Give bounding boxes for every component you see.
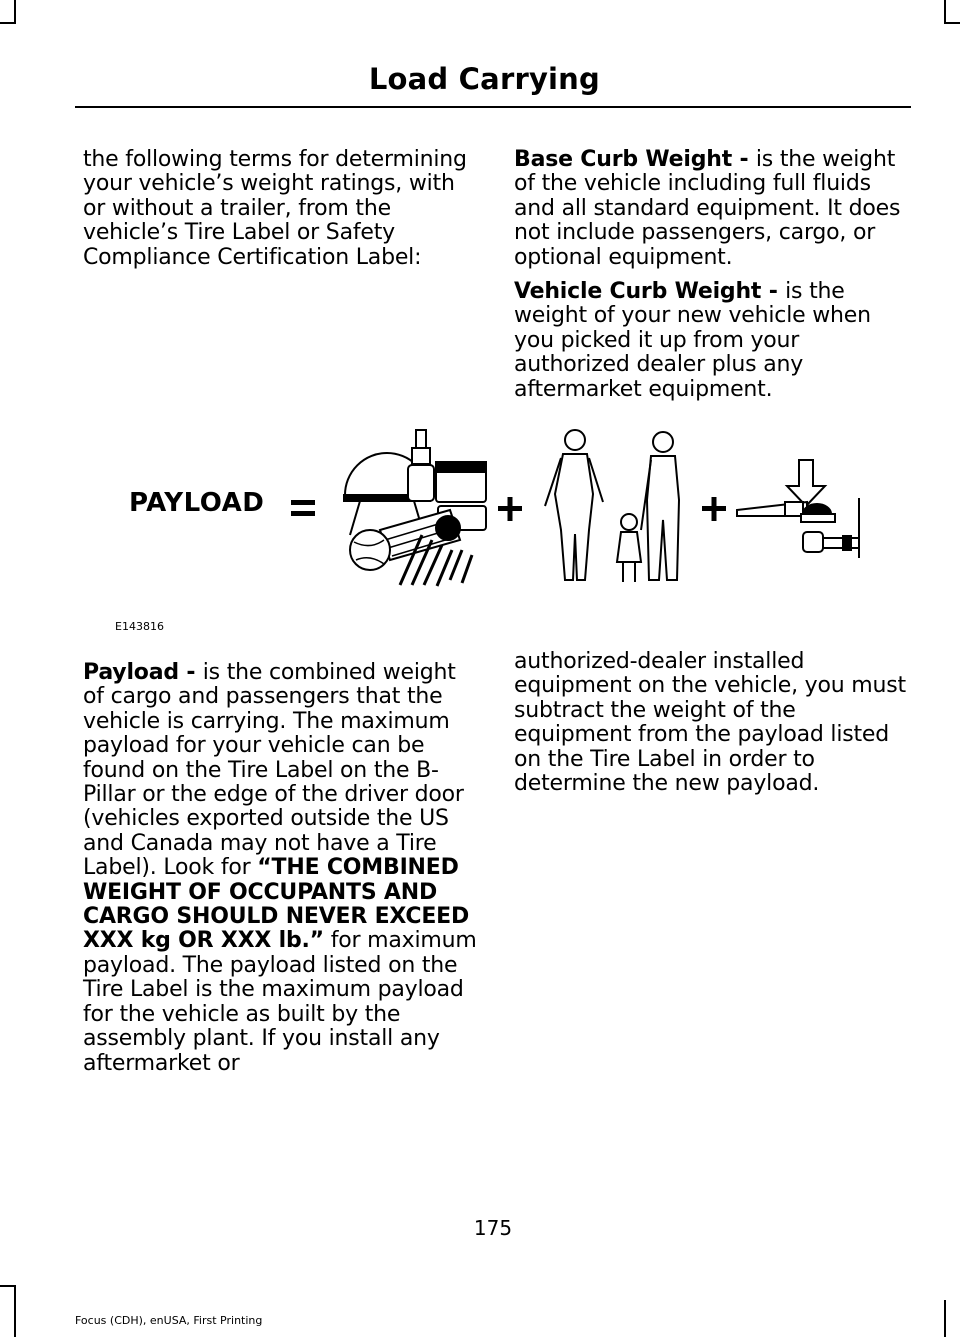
vehicle-curb-weight-text: is the weight of your new vehicle when you picked it up from your authorized dealer plus any aftermarket equipment. xyxy=(514,279,871,402)
crop-mark xyxy=(944,0,946,22)
payload-term: Payload - xyxy=(83,660,203,685)
payload-label: PAYLOAD xyxy=(129,488,265,518)
payload-text-2: for maximum payload. The payload listed on the Tire Label is the maximum payload for the vehicle as built by the assembly plant. If you install any aftermarket or xyxy=(83,928,477,1076)
crop-mark xyxy=(14,0,16,22)
crop-mark xyxy=(944,22,960,24)
crop-mark xyxy=(0,1285,16,1287)
payload-column xyxy=(83,661,483,1086)
payload-continuation-column xyxy=(514,650,914,806)
crop-mark xyxy=(0,22,16,24)
vehicle-curb-weight-term: Vehicle Curb Weight - xyxy=(514,279,786,305)
payload-illustration xyxy=(75,410,911,640)
crop-mark xyxy=(944,1300,946,1337)
definitions-column xyxy=(514,148,914,412)
payload-text-1: is the combined weight of cargo and passengers that the vehicle is carrying. The maximum payload for your vehicle can be found on the Tire Label on the B-Pillar or the edge of the driver door (vehicles exported outside the US and Canada may not have a Tire Label). Look for xyxy=(83,660,464,881)
figure-code: E143816 xyxy=(115,620,164,633)
page-number: 175 xyxy=(473,1216,513,1240)
trailer-hitch-weight-icon xyxy=(731,458,881,568)
cargo-items-icon xyxy=(330,410,500,590)
plus-sign xyxy=(495,494,525,524)
plus-sign xyxy=(699,494,729,524)
base-curb-weight-paragraph xyxy=(514,148,914,270)
page-title: Load Carrying xyxy=(368,62,600,96)
footer-text: Focus (CDH), enUSA, First Printing xyxy=(75,1314,263,1327)
header-divider xyxy=(75,106,911,108)
payload-paragraph xyxy=(83,661,483,1076)
intro-paragraph: the following terms for determining your vehicle’s weight ratings, with or without a trailer, from the vehicle’s Tire Label or Safety Compliance Certification Label: xyxy=(83,147,467,270)
vehicle-curb-weight-paragraph xyxy=(514,280,914,402)
family-passengers-icon xyxy=(537,426,687,586)
payload-label-quote: “THE COMBINED WEIGHT OF OCCUPANTS AND CARGO SHOULD NEVER EXCEED XXX kg OR XXX lb.” xyxy=(83,855,470,954)
crop-mark xyxy=(14,1285,16,1337)
base-curb-weight-text: is the weight of the vehicle including full fluids and all standard equipment. It does not include passengers, cargo, or optional equipment. xyxy=(514,147,901,270)
payload-continuation-paragraph: authorized-dealer installed equipment on the vehicle, you must subtract the weight of the equipment from the payload listed on the Tire Label in order to determine the new payload. xyxy=(514,649,906,797)
equals-sign xyxy=(289,494,319,524)
base-curb-weight-term: Base Curb Weight - xyxy=(514,147,756,172)
intro-column xyxy=(83,148,483,280)
